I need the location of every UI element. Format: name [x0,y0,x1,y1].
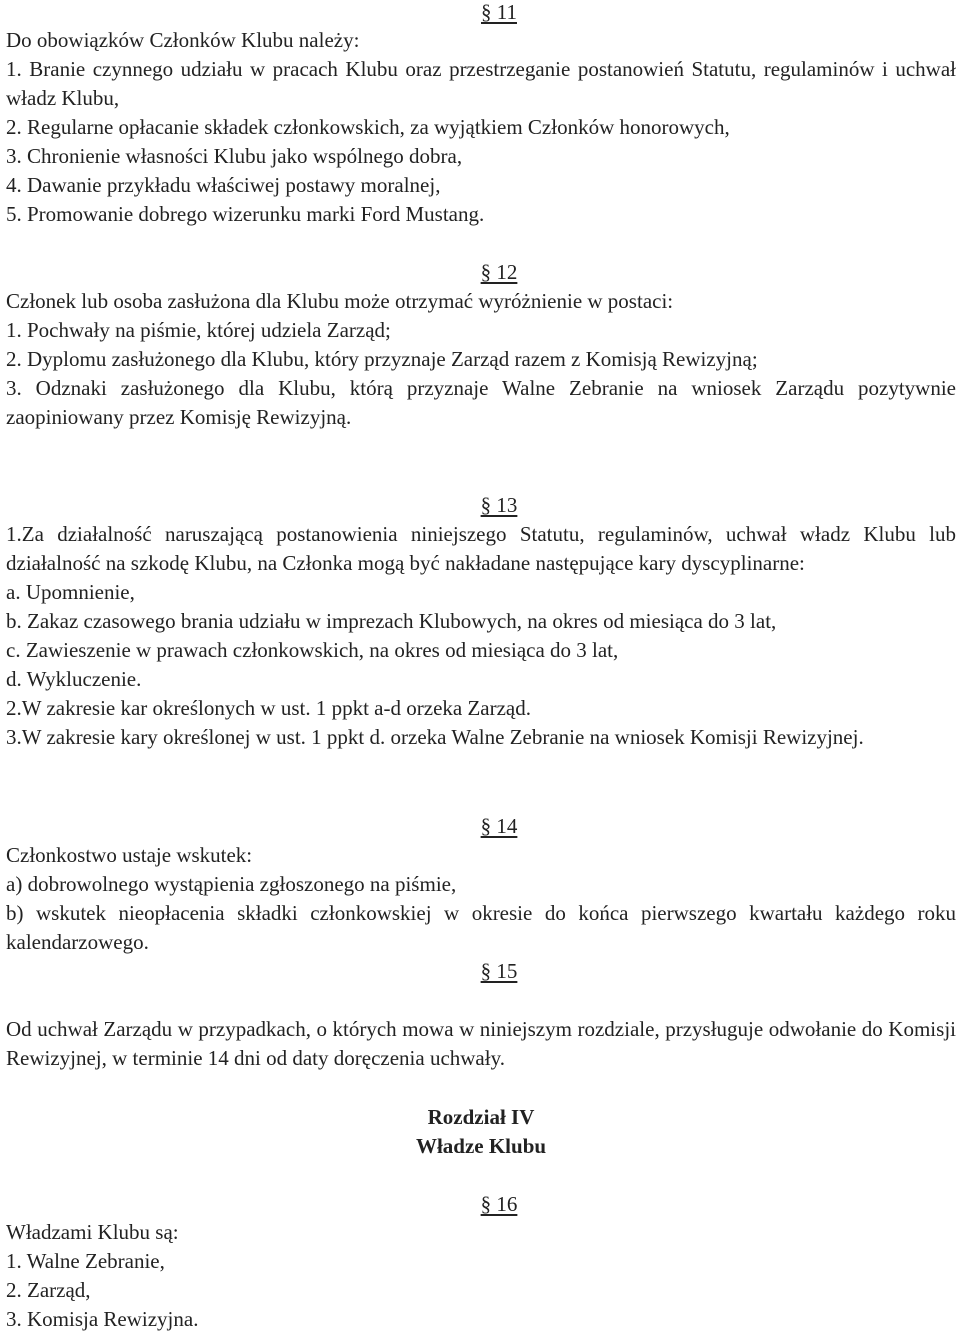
section-12 [6,258,956,432]
list-item: 3. Odznaki zasłużonego dla Klubu, którą przyznaje Walne Zebranie na wniosek Zarządu pozytywnie zaopiniowany przez Komisję Rewizyjną. [6,376,956,429]
list-item: 1. Branie czynnego udziału w pracach Klubu oraz przestrzeganie postanowień Statutu, regulaminów i uchwał władz Klubu, [6,57,956,110]
section-heading: § 11 [481,0,517,24]
list-item: 2. Zarząd, [6,1278,91,1302]
list-item: 5. Promowanie dobrego wizerunku marki Ford Mustang. [6,202,485,226]
list-item: 4. Dawanie przykładu właściwej postawy moralnej, [6,173,441,197]
paragraph: 2.W zakresie kar określonych w ust. 1 ppkt a-d orzeka Zarząd. [6,696,531,720]
list-item: 3. Komisja Rewizyjna. [6,1307,199,1331]
paragraph: Członkostwo ustaje wskutek: [6,843,253,867]
section-15 [6,957,956,986]
paragraph: 1.Za działalność naruszającą postanowienia niniejszego Statutu, regulaminów, uchwał władz Klubu lub działalność na szkodę Klubu, na Członka mogą być nakładane następujące kary dyscyplinarne: [6,522,956,575]
section-heading: § 13 [480,493,518,517]
list-item: 1. Pochwały na piśmie, której udziela Zarząd; [6,318,391,342]
list-item: b. Zakaz czasowego brania udziału w imprezach Klubowych, na okres od miesiąca do 3 lat, [6,609,777,633]
paragraph: Władzami Klubu są: [6,1220,179,1244]
list-item: 3. Chronienie własności Klubu jako wspólnego dobra, [6,144,463,168]
section-14 [6,812,956,957]
section-heading: § 12 [480,260,518,284]
paragraph: Od uchwał Zarządu w przypadkach, o których mowa w niniejszym rozdziale, przysługuje odwołanie do Komisji Rewizyjnej, w terminie 14 dni od daty doręczenia uchwały. [6,1017,956,1070]
section-heading: § 15 [480,959,518,983]
paragraph: 3.W zakresie kary określonej w ust. 1 ppkt d. orzeka Walne Zebranie na wniosek Komisji Rewizyjnej. [6,725,864,749]
paragraph: Do obowiązków Członków Klubu należy: [6,28,360,52]
list-item: a) dobrowolnego wystąpienia zgłoszonego na piśmie, [6,872,457,896]
list-item: b) wskutek nieopłacenia składki członkowskiej w okresie do końca pierwszego kwartału każdego roku kalendarzowego. [6,901,956,954]
list-item: c. Zawieszenie w prawach członkowskich, na okres od miesiąca do 3 lat, [6,638,619,662]
list-item: 1. Walne Zebranie, [6,1249,165,1273]
list-item: 2. Dyplomu zasłużonego dla Klubu, który przyznaje Zarząd razem z Komisją Rewizyjną; [6,347,758,371]
chapter-title: Władze Klubu [415,1134,547,1158]
chapter-number: Rozdział IV [427,1105,535,1129]
paragraph: Członek lub osoba zasłużona dla Klubu może otrzymać wyróżnienie w postaci: [6,289,674,313]
section-11 [6,0,956,27]
list-item: d. Wykluczenie. [6,667,142,691]
section-heading: § 14 [480,814,518,838]
list-item: 2. Regularne opłacanie składek członkowskich, za wyjątkiem Członków honorowych, [6,115,730,139]
section-heading: § 16 [480,1192,518,1216]
section-13 [6,491,956,752]
section-16 [6,1190,956,1219]
list-item: a. Upomnienie, [6,580,135,604]
